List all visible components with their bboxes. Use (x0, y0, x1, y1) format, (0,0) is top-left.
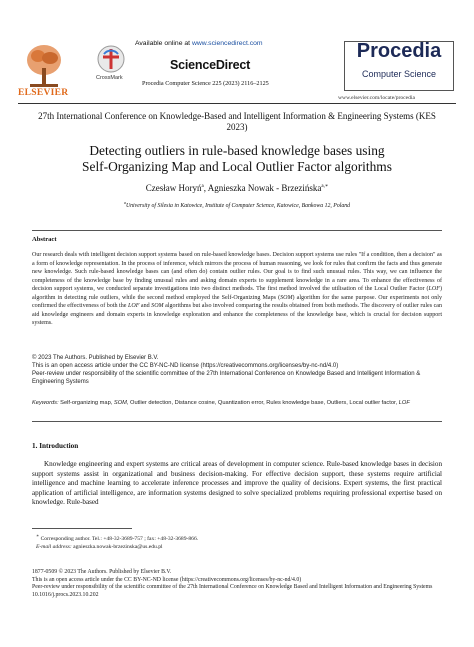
keywords-som: SOM (113, 400, 127, 406)
peer-review-line: Peer-review under responsibility of the scientific committee of the 27th International Conference on Knowledge Based and Intelligent Information & Engineering Systems (32, 371, 421, 385)
license-block (32, 354, 442, 386)
keywords-block (32, 399, 442, 407)
author-1-sup: a (201, 184, 204, 189)
copyright-line: © 2023 The Authors. Published by Elsevier B.V. (32, 355, 159, 361)
corresponding-author-text: Corresponding author. Tel.: +48-32-3689-757 ; fax: +48-32-3689-866. (40, 535, 199, 542)
author-list (30, 183, 444, 193)
bottom-open-access[interactable]: This is an open access article under the CC BY-NC-ND license (https://creativecommons.org/licenses/by-nc-nd/4.0) (32, 576, 302, 583)
doi-line[interactable]: 10.1016/j.procs.2023.10.202 (32, 591, 99, 598)
email-address[interactable]: agnieszka.nowak-brzezinska@us.edu.pl (73, 543, 163, 550)
email-label: E-mail address: (36, 543, 72, 550)
keywords-a: Self-organizing map, (60, 400, 114, 406)
corresponding-author (36, 533, 436, 543)
keywords-lof: LOF (398, 400, 410, 406)
author-2-sup: a,∗ (321, 184, 329, 189)
journal-reference: Procedia Computer Science 225 (2023) 2116–2125 (142, 80, 269, 87)
issn-line: 1877-0509 © 2023 The Authors. Published by Elsevier B.V. (32, 569, 172, 575)
procedia-title: Procedia (356, 40, 442, 62)
keywords-label: Keywords: (32, 400, 59, 406)
footnote-rule (32, 528, 132, 529)
abstract-heading: Abstract (32, 236, 57, 243)
introduction-body: Knowledge engineering and expert systems are critical areas of development in computer science. Rule-based knowledge bases in decision support systems assist in organizational and business decision-making. For effective decision support, these systems require artificial intelligence and machine learning to accelerate inference processes and improve the quality of decisions. Expert systems, the first practical application of artificial intelligence, are information systems designed to solve specialized problems requiring professional expertise based on knowledge. Rule-based (32, 460, 442, 506)
abstract-p4: and (139, 303, 152, 309)
journal-url[interactable]: www.elsevier.com/locate/procedia (338, 95, 415, 101)
author-2: , Agnieszka Nowak - Brzezińska (203, 183, 322, 193)
crossmark-label: CrossMark (96, 75, 123, 81)
keywords-b: , Outlier detection, Distance cosine, Quantization error, Rules knowledge base, Outliers, Local outlier factor, (126, 400, 399, 406)
abstract-som-2: SOM (151, 303, 164, 309)
elsevier-wordmark: ELSEVIER (18, 88, 69, 98)
introduction-heading: 1. Introduction (32, 442, 79, 450)
elsevier-tree-logo (24, 42, 64, 90)
bottom-peer-review: Peer-review under responsibility of the scientific committee of the 27th International Conference on Knowledge Based and Intelligent Information and Engineering Systems (32, 584, 433, 591)
conference-name: 27th International Conference on Knowledge-Based and Intelligent Information & Engineering Systems (KES 2023) (38, 111, 436, 132)
procedia-subtitle: Computer Science (361, 69, 437, 79)
footnote (36, 533, 436, 551)
abstract-som: SOM (280, 294, 293, 301)
paper-title-line1: Detecting outliers in rule-based knowledge bases using (89, 143, 385, 158)
abstract-p3: ) algorithm for the same purpose. Our experiments not only confirmed the effectiveness of both the (32, 294, 442, 309)
available-online-prefix: Available online at (135, 40, 191, 47)
open-access-line[interactable]: This is an open access article under the CC BY-NC-ND license (https://creativecommons.org/licenses/by-nc-nd/4.0) (32, 363, 339, 369)
crossmark-icon[interactable] (96, 44, 126, 74)
affiliation-text: University of Silesia in Katowice, Institute of Computer Science, Katowice, Bankowa 12, Poland (125, 202, 351, 209)
paper-title-line2: Self-Organizing Map and Local Outlier Factor algorithms (82, 159, 392, 174)
abstract-body (32, 251, 442, 328)
abstract-lof: LOF (428, 286, 440, 292)
abstract-bottom-rule (32, 421, 442, 422)
affiliation (30, 200, 444, 209)
affiliation-sup: a (123, 200, 126, 205)
available-online (135, 40, 263, 47)
abstract-p2: ) algorithm in detecting rule outliers, while the second method employed the Self-Organizing Maps ( (32, 286, 442, 301)
header-divider (18, 103, 456, 104)
sciencedirect-wordmark: ScienceDirect (170, 58, 251, 72)
email-line (36, 543, 436, 551)
sciencedirect-link[interactable]: www.sciencedirect.com (191, 40, 263, 47)
footnote-marker: ∗ (36, 534, 40, 539)
abstract-p5: algorithms but also involved comparing the results obtained from both methods. The discovery of outlier rules can aid knowledge engineers and domain experts in knowledge exploration and enhance the completeness of the knowledge base, which is crucial for decision support systems. (32, 303, 442, 326)
paper-title (30, 143, 444, 175)
author-1: Czesław Horyń (145, 183, 202, 193)
bottom-notice (32, 569, 452, 599)
abstract-p1: Our research deals with intelligent decision support systems based on rule-based knowledge bases. Decision support systems use rules "If a condition, then a decision" as a form of knowledge representation. In the process of inference, which mirrors the process of human reasoning, we look for rules that confirm the facts and thus generate new knowledge. Such rule-based knowledge bases can (and often do) contain outlier rules. Our goal is to find such unusual rules. This way, we can influence the completeness of the knowledge base by finding unusual rules and asking domain experts to supplement knowledge in a rare area. To enhance the effectiveness of decision support systems, we conducted separate investigations into two distinct methods. The first method involved the utilisation of the Local Outlier Factor ( (32, 252, 442, 292)
abstract-top-rule (32, 230, 442, 231)
abstract-lof-2: LOF (127, 303, 140, 309)
